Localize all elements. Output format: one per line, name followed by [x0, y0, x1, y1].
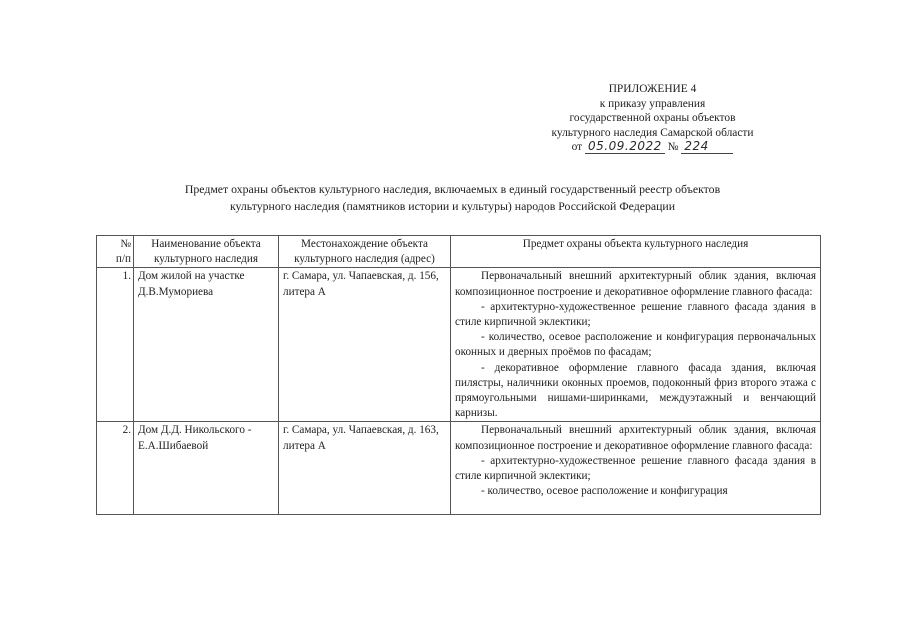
- appendix-line-1: к приказу управления: [599, 97, 706, 110]
- table-row: [97, 268, 821, 422]
- appendix-line-3: культурного наследия Самарской области: [551, 126, 754, 139]
- title-line-1: Предмет охраны объектов культурного наследия, включаемых в единый государственный реестр объектов: [184, 182, 721, 196]
- handwritten-date: 05.09.2022: [585, 140, 665, 154]
- table-row: [97, 422, 821, 515]
- document-title: [120, 181, 785, 215]
- subject-paragraph: - архитектурно-художественное решение главного фасада здания в стиле кирпичной эклектики;: [455, 300, 816, 329]
- appendix-title: ПРИЛОЖЕНИЕ 4: [608, 83, 697, 95]
- object-name: Дом Д.Д. Никольского - Е.А.Шибаевой: [134, 422, 279, 515]
- header-number: № п/п: [97, 236, 134, 268]
- header-subject: Предмет охраны объекта культурного наследия: [451, 236, 821, 268]
- row-number: 1.: [97, 268, 134, 422]
- heritage-table: [96, 235, 821, 515]
- header-name: Наименование объекта культурного наследия: [134, 236, 279, 268]
- appendix-line-2: государственной охраны объектов: [569, 112, 736, 125]
- subject-paragraph: Первоначальный внешний архитектурный облик здания, включая композиционное построение и декоративное оформление главного фасада:: [455, 424, 816, 452]
- date-prefix: от: [571, 141, 583, 154]
- subject-paragraph: Первоначальный внешний архитектурный облик здания, включая композиционное построение и декоративное оформление главного фасада:: [455, 270, 816, 298]
- handwritten-number: 224: [681, 140, 733, 154]
- appendix-header: [500, 82, 805, 155]
- number-prefix: №: [667, 141, 679, 154]
- object-address: г. Самара, ул. Чапаевская, д. 156, литера А: [279, 268, 451, 422]
- title-line-2: культурного наследия (памятников истории и культуры) народов Российской Федерации: [229, 199, 676, 213]
- object-name: Дом жилой на участке Д.В.Мумориева: [134, 268, 279, 422]
- protection-subject: [451, 422, 821, 515]
- subject-paragraph: - количество, осевое расположение и конфигурация первоначальных оконных и дверных проёмов по фасадам;: [455, 331, 816, 359]
- header-address: Местонахождение объекта культурного наследия (адрес): [279, 236, 451, 268]
- appendix-date-line: [500, 140, 805, 155]
- row-number: 2.: [97, 422, 134, 515]
- subject-paragraph: - архитектурно-художественное решение главного фасада здания в стиле кирпичной эклектики;: [455, 454, 816, 483]
- table-header-row: [97, 236, 821, 268]
- subject-paragraph: - количество, осевое расположение и конфигурация: [481, 485, 728, 498]
- subject-paragraph: - декоративное оформление главного фасада здания, включая пилястры, наличники оконных проемов, подоконный фриз второго этажа с прямоугольными нишами-ширинками, междуэтажный и венчающий карнизы.: [455, 361, 816, 420]
- object-address: г. Самара, ул. Чапаевская, д. 163, литера А: [279, 422, 451, 515]
- protection-subject: [451, 268, 821, 422]
